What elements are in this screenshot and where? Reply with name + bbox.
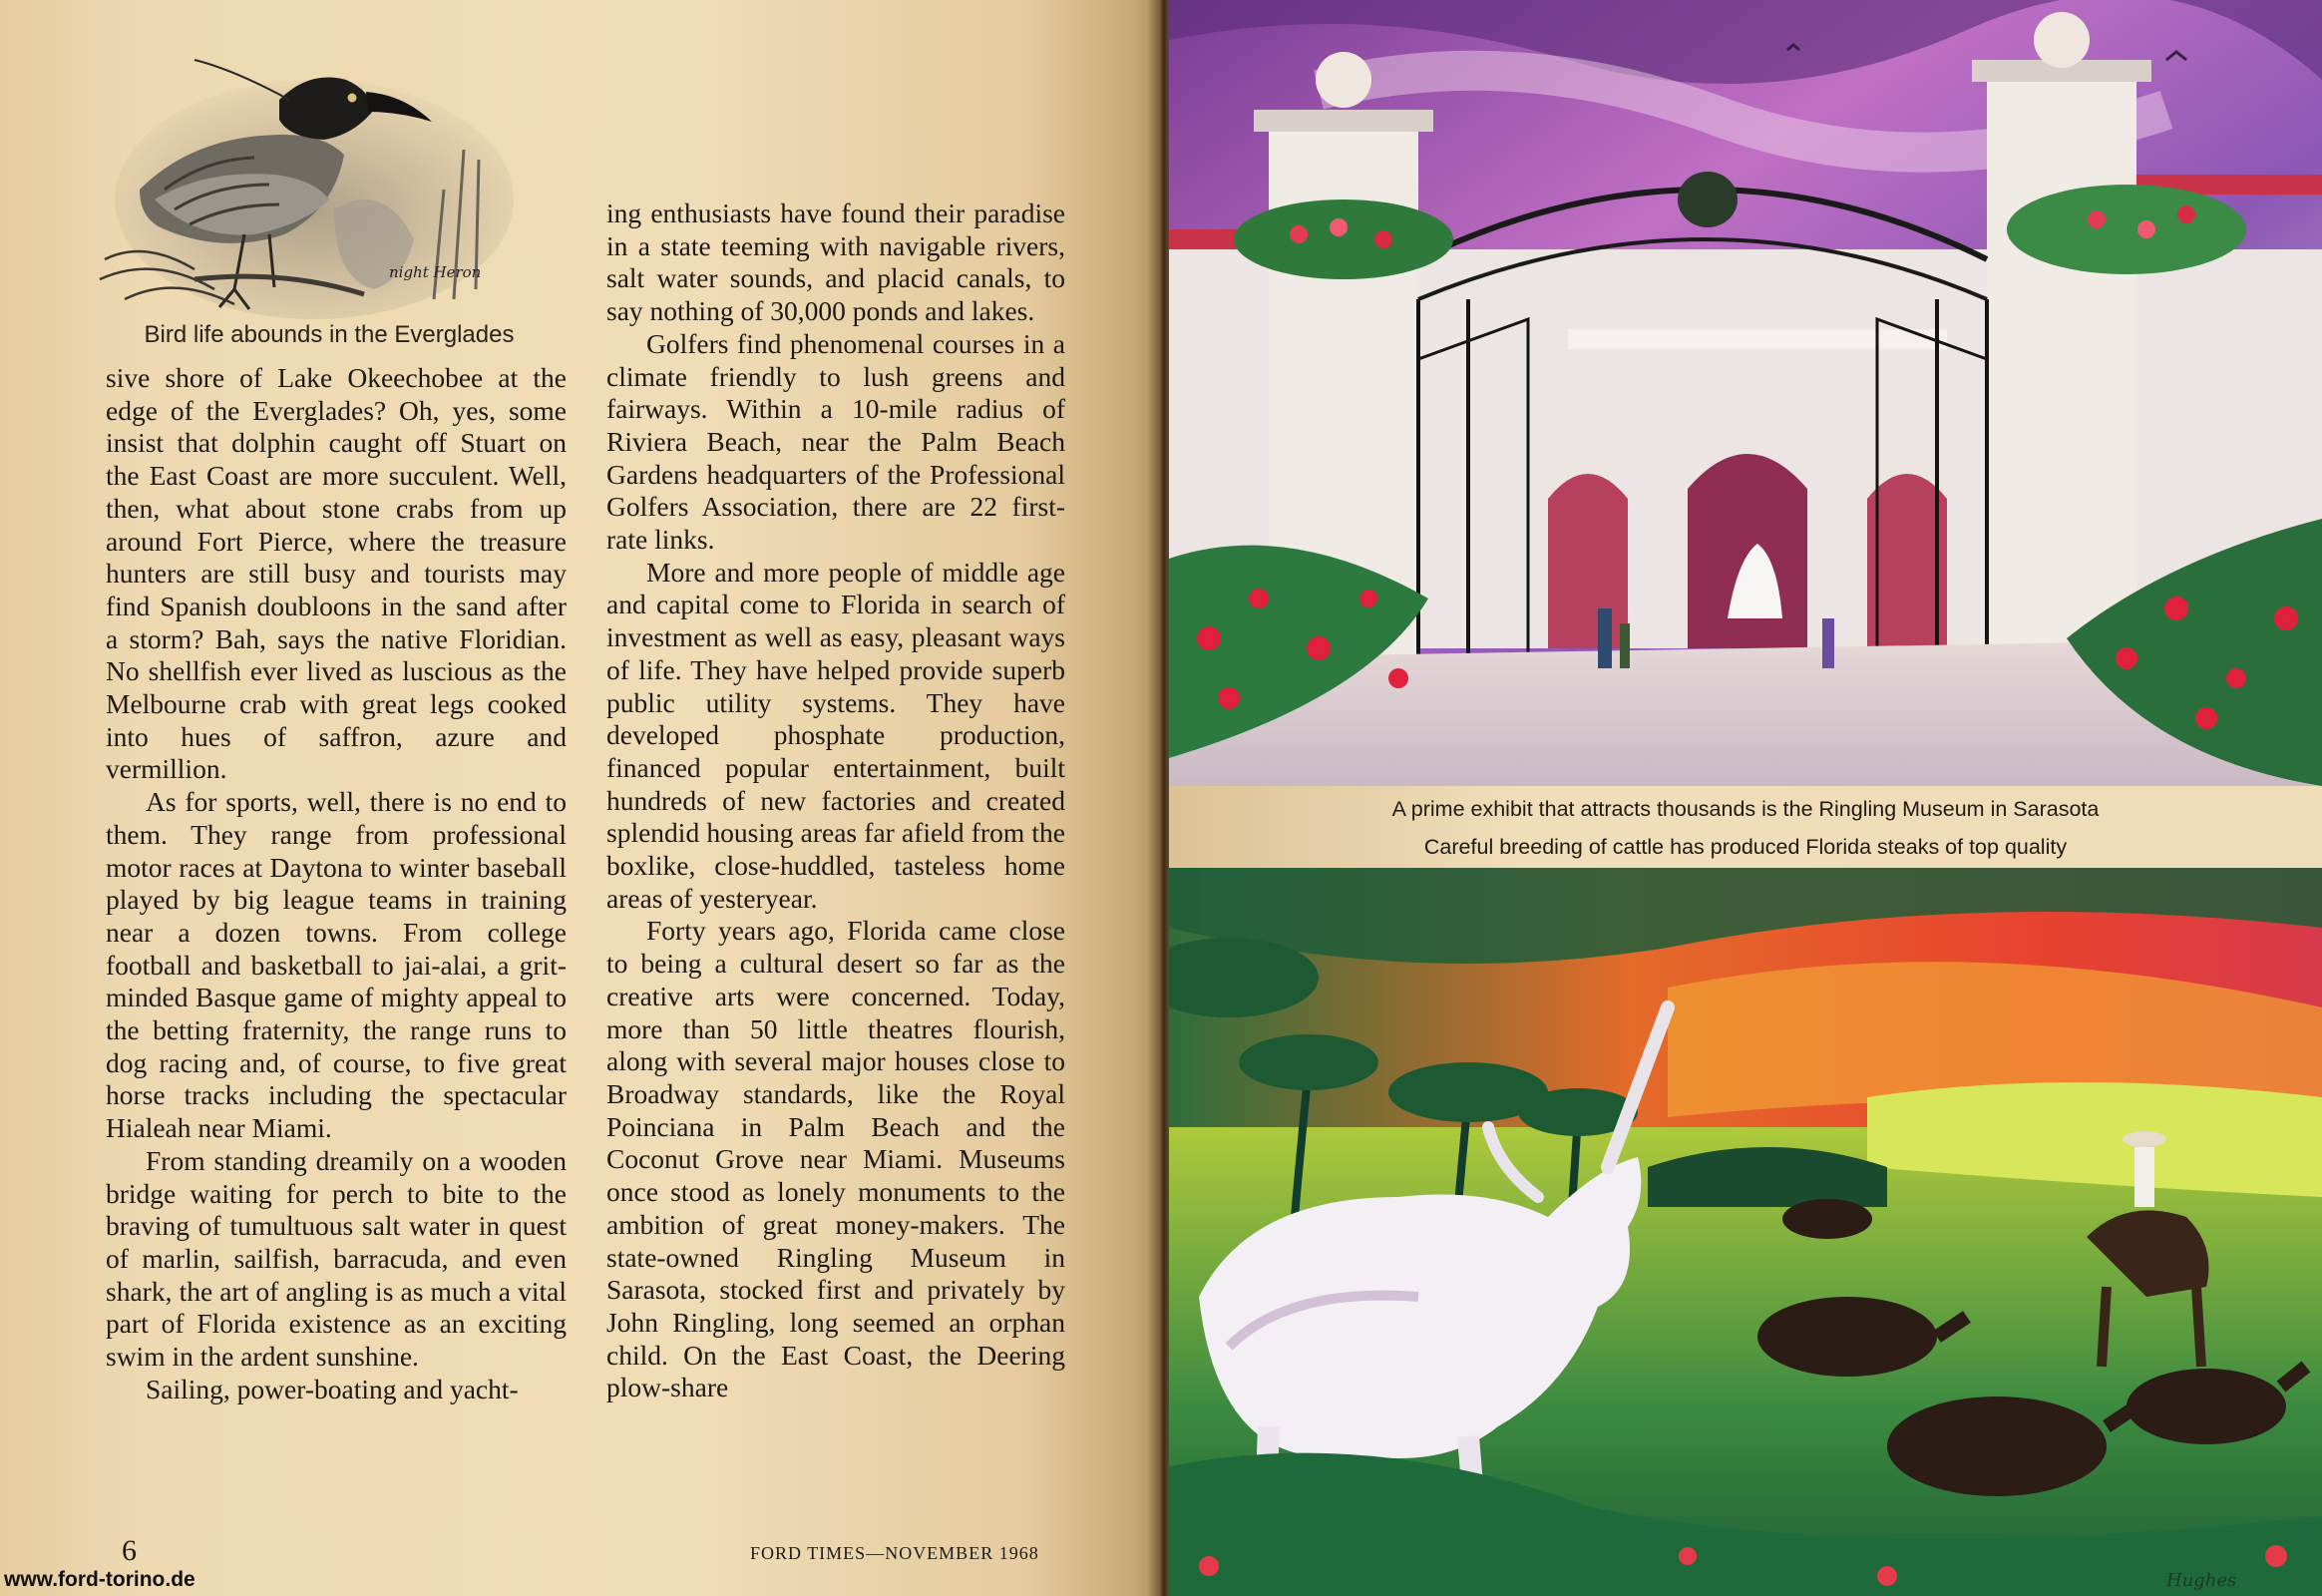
bird-caption: Bird life abounds in the Everglades bbox=[144, 321, 515, 348]
paragraph: More and more people of middle age and capital come to Florida in search of investment as well as easy, pleasant ways of life. They have helped provide superb public utility systems. They have developed phosphate production, financed popular entertainment, built hundreds of new factories and created splendid housing areas far afield from the boxlike, close-huddled, tasteless home areas of yesteryear. bbox=[606, 556, 1065, 914]
illustration-signature: Hughes bbox=[2166, 1570, 2237, 1591]
ringling-museum-painting bbox=[1169, 0, 2322, 786]
page-number: 6 bbox=[122, 1534, 137, 1567]
cattle-painting bbox=[1169, 868, 2322, 1596]
paragraph: From standing dreamily on a wooden bridge waiting for perch to bite to the braving of tumultuous salt water in quest of marlin, sailfish, barracuda, and even shark, the art of angling is as much a vital part of Florida existence as an exciting swim in the ardent sunshine. bbox=[106, 1144, 567, 1373]
paragraph: Forty years ago, Florida came close to being a cultural desert so far as the creative arts were concerned. Today, more than 50 little theatres flourish, along with several major houses close to Broadway standards, like the Royal Poinciana in Palm Beach and the Coconut Grove near Miami. Museums once stood as lonely monuments to the ambition of great money-makers. The state-owned Ringling Museum in Sarasota, stocked first and privately by John Ringling, long seemed an orphan child. On the East Coast, the Deering plow-share bbox=[606, 915, 1065, 1403]
paragraph: Golfers find phenomenal courses in a climate friendly to lush greens and fairways. Within a 10-mile radius of Riviera Beach, near the Palm Beach Gardens headquarters of the Professional Golfers Association, there are 22 first-rate links. bbox=[606, 327, 1065, 556]
night-heron-illustration bbox=[85, 40, 524, 329]
illustration-signature: night Heron bbox=[389, 263, 482, 281]
running-footer: FORD TIMES—NOVEMBER 1968 bbox=[750, 1543, 1039, 1563]
watermark: www.ford-torino.de bbox=[4, 1568, 195, 1591]
text-column-2 bbox=[606, 198, 1065, 1404]
right-page bbox=[1169, 0, 2322, 1596]
paragraph: Sailing, power-boating and yacht- bbox=[146, 1373, 519, 1404]
paragraph: ing enthusiasts have found their paradise in a state teeming with navigable rivers, salt water sounds, and placid canals, to say nothing of 30,000 ponds and lakes. bbox=[606, 198, 1065, 327]
caption-top: A prime exhibit that attracts thousands is the Ringling Museum in Sarasota bbox=[1391, 797, 2100, 821]
paragraph: As for sports, well, there is no end to them. They range from professional motor races at Daytona to winter baseball played by big league teams in training near a dozen towns. From college football and basketball to jai-alai, a grit-minded Basque game of mighty appeal to the betting fraternity, the range runs to dog racing and, of course, to five great horse tracks including the spectacular Hialeah near Miami. bbox=[106, 786, 567, 1144]
paragraph: sive shore of Lake Okeechobee at the edge of the Everglades? Oh, yes, some insist that dolphin caught off Stuart on the East Coast are more succulent. Well, then, what about stone crabs from up around Fort Pierce, where the treasure hunters are still busy and tourists may find Spanish doubloons in the sand after a storm? Bah, says the native Floridian. No shellfish ever lived as luscious as the Melbourne crab with great legs cooked into hues of saffron, azure and vermillion. bbox=[106, 362, 567, 785]
text-column-1 bbox=[106, 362, 567, 1406]
caption-bottom: Careful breeding of cattle has produced Florida steaks of top quality bbox=[1423, 835, 2068, 859]
